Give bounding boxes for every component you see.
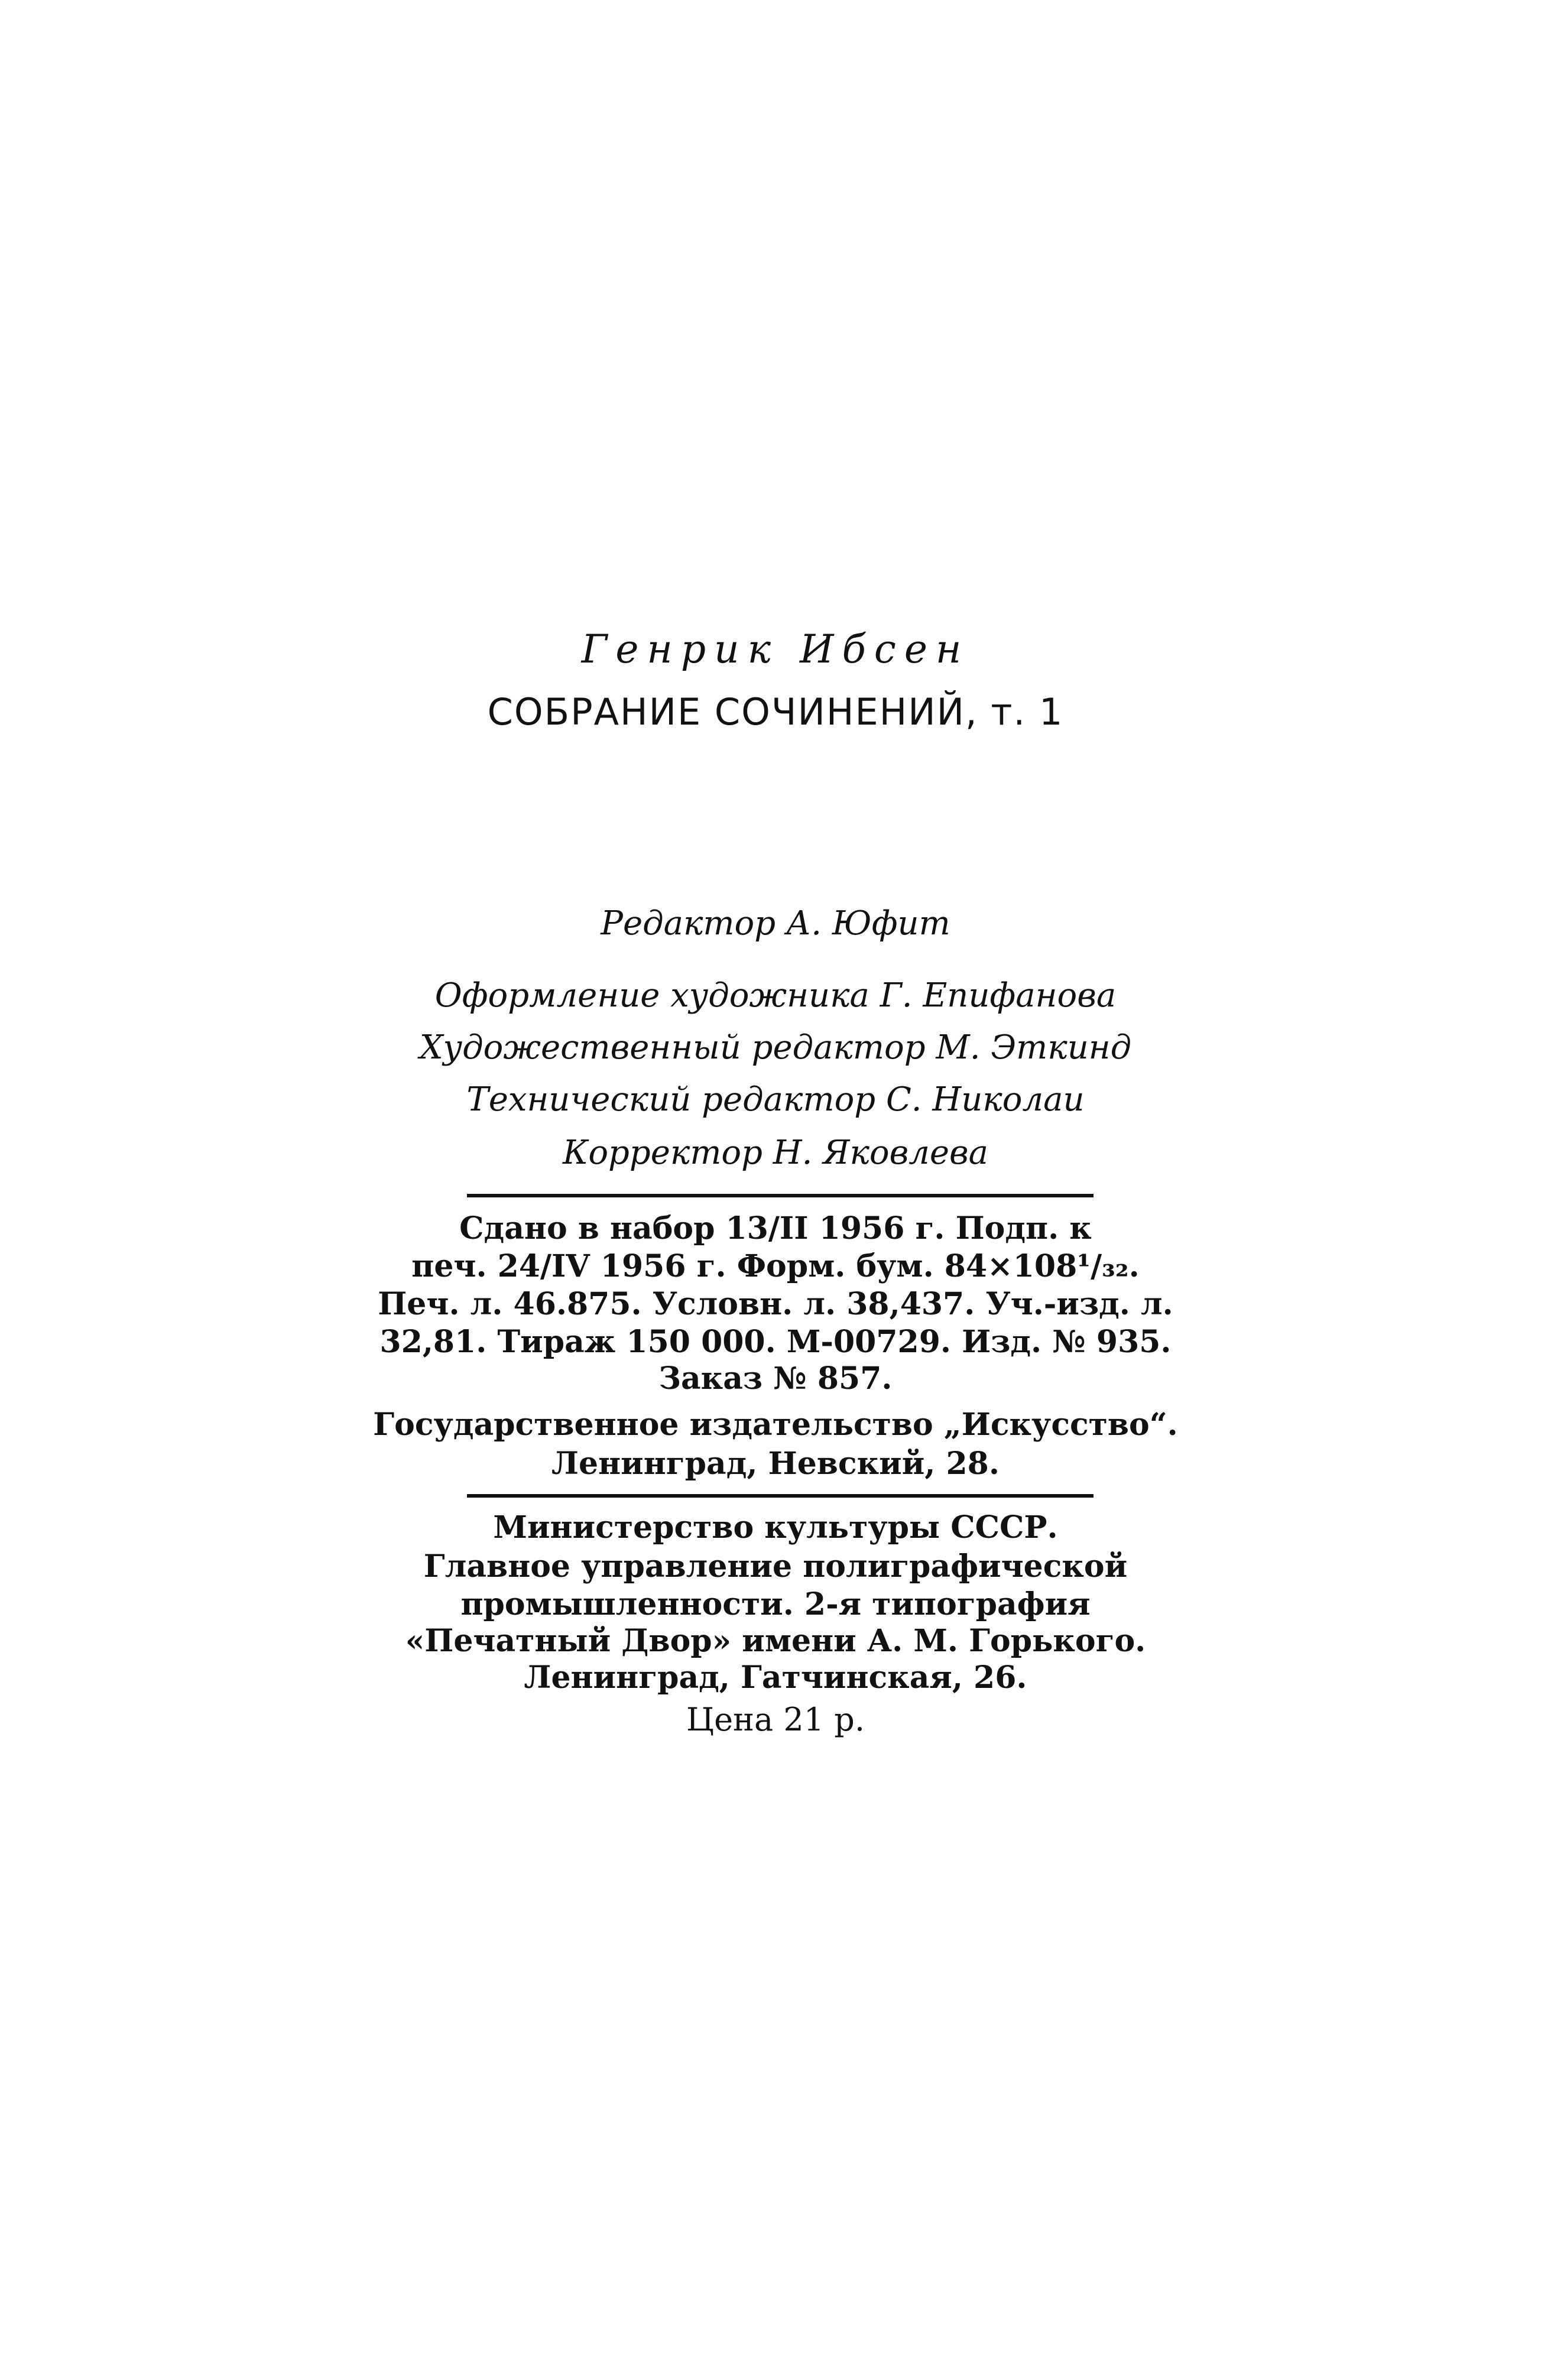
- printing-details-line: Заказ № 857.: [658, 1361, 893, 1397]
- price: Цена 21 р.: [686, 1701, 865, 1738]
- publisher-name: Государственное издательство „Искусство“.: [373, 1407, 1178, 1443]
- credit-proofreader: Корректор Н. Яковлева: [563, 1134, 988, 1172]
- printer-line: Министерство культуры СССР.: [493, 1509, 1058, 1545]
- divider-bottom: [467, 1494, 1094, 1498]
- printer-line: промышленности. 2-я типография: [460, 1586, 1091, 1622]
- publisher-address: Ленинград, Невский, 28.: [551, 1446, 1000, 1482]
- author-name: Генрик Ибсен: [581, 626, 970, 672]
- credit-editor: Редактор А. Юфит: [601, 904, 950, 943]
- printing-details-line: Печ. л. 46.875. Условн. л. 38,437. Уч.-изд. л.: [378, 1286, 1173, 1322]
- divider-top: [467, 1194, 1094, 1197]
- credit-tech-editor: Технический редактор С. Николаи: [466, 1080, 1085, 1119]
- printer-line: Главное управление полиграфической: [423, 1548, 1128, 1584]
- printing-details-line: 32,81. Тираж 150 000. М-00729. Изд. № 935.: [379, 1324, 1172, 1360]
- credit-designer: Оформление художника Г. Епифанова: [434, 976, 1117, 1015]
- printing-details-line: печ. 24/IV 1956 г. Форм. бум. 84×108¹/₃₂.: [411, 1248, 1140, 1284]
- credit-art-editor: Художественный редактор М. Эткинд: [419, 1028, 1132, 1067]
- book-title: СОБРАНИЕ СОЧИНЕНИЙ, т. 1: [487, 690, 1064, 733]
- printer-address: Ленинград, Гатчинская, 26.: [524, 1660, 1027, 1696]
- printing-details-line: Сдано в набор 13/II 1956 г. Подп. к: [459, 1210, 1092, 1246]
- printer-line: «Печатный Двор» имени А. М. Горького.: [405, 1623, 1146, 1659]
